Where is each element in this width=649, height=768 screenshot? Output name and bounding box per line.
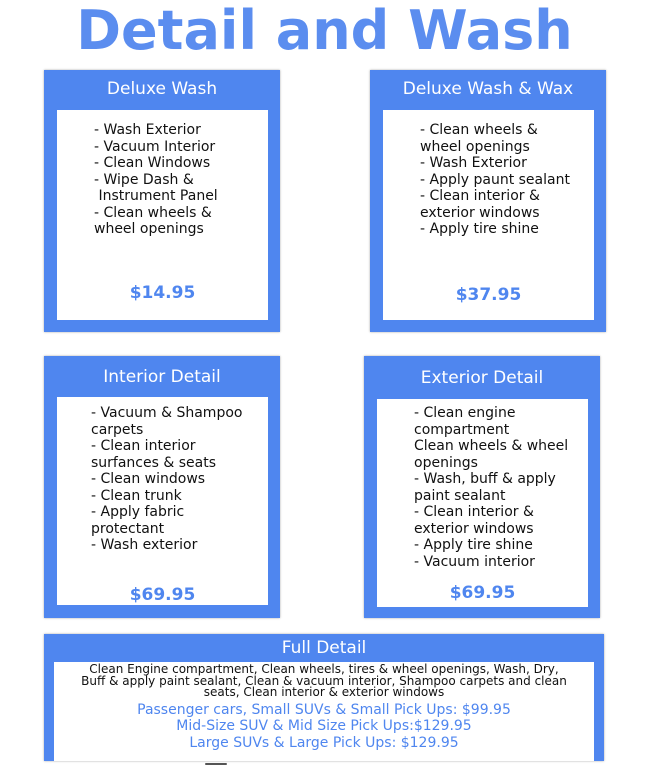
list-item: - Clean wheels & bbox=[94, 204, 212, 221]
package-content bbox=[57, 397, 268, 605]
package-title: Exterior Detail bbox=[420, 368, 544, 388]
description-line: Clean Engine compartment, Clean wheels, tires & wheel openings, Wash, Dry, bbox=[89, 662, 559, 676]
description-line: Buff & apply paint sealant, Clean & vacuum interior, Shampoo carpets and clean bbox=[81, 673, 567, 688]
list-item: - Wipe Dash & bbox=[94, 171, 194, 188]
list-item: exterior windows bbox=[414, 520, 534, 537]
list-item: wheel openings bbox=[420, 138, 530, 155]
package-card-interior-detail bbox=[44, 356, 280, 618]
list-item: - Wash Exterior bbox=[420, 155, 527, 171]
package-content bbox=[377, 399, 588, 607]
list-item: compartment bbox=[414, 421, 510, 438]
list-item: - Clean interior & bbox=[414, 504, 534, 520]
list-item: - Apply tire shine bbox=[414, 537, 533, 553]
list-item: openings bbox=[414, 454, 478, 471]
list-item: - Wash, buff & apply bbox=[414, 471, 556, 487]
list-item: - Apply tire shine bbox=[420, 221, 539, 237]
list-item: - Clean windows bbox=[91, 471, 206, 487]
feature-list bbox=[91, 405, 268, 554]
feature-list bbox=[414, 405, 588, 570]
package-card-full-detail bbox=[44, 634, 604, 761]
full-detail-description bbox=[54, 662, 594, 699]
package-card-deluxe-wash-wax bbox=[370, 70, 606, 332]
feature-list bbox=[94, 122, 268, 238]
list-item: surfances & seats bbox=[91, 454, 216, 471]
list-item: - Vacuum interior bbox=[414, 553, 535, 570]
description-line: seats, Clean interior & exterior windows bbox=[203, 685, 445, 699]
package-price: $37.95 bbox=[455, 285, 522, 305]
list-item: exterior windows bbox=[420, 204, 540, 221]
list-item: - Wash Exterior bbox=[94, 122, 201, 138]
list-item: - Apply fabric bbox=[91, 504, 185, 520]
package-card-deluxe-wash bbox=[44, 70, 280, 332]
package-content bbox=[383, 110, 594, 320]
package-title: Deluxe Wash & Wax bbox=[402, 79, 574, 99]
package-price: $69.95 bbox=[129, 585, 196, 605]
list-item: - Clean engine bbox=[414, 405, 516, 421]
price-line: Passenger cars, Small SUVs & Small Pick Ups: $99.95 bbox=[137, 701, 511, 718]
page-title: Detail and Wash bbox=[76, 0, 573, 62]
list-item: wheel openings bbox=[94, 221, 204, 237]
package-price: $69.95 bbox=[449, 583, 516, 603]
package-content bbox=[57, 110, 268, 320]
package-title: Full Detail bbox=[281, 638, 367, 658]
list-item: Instrument Panel bbox=[94, 188, 218, 204]
feature-list bbox=[420, 122, 594, 238]
list-item: - Clean wheels & bbox=[420, 122, 538, 138]
list-item: - Clean interior bbox=[91, 438, 196, 454]
list-item: protectant bbox=[91, 520, 165, 537]
list-item: - Apply paunt sealant bbox=[420, 171, 570, 188]
package-title: Deluxe Wash bbox=[106, 79, 218, 99]
decorative-mark bbox=[205, 763, 227, 765]
package-content bbox=[54, 662, 594, 761]
list-item: - Clean Windows bbox=[94, 155, 211, 171]
list-item: Clean wheels & wheel bbox=[414, 438, 569, 454]
list-item: - Clean trunk bbox=[91, 487, 182, 504]
list-item: - Vacuum & Shampoo bbox=[91, 405, 243, 421]
list-item: paint sealant bbox=[414, 487, 506, 504]
package-price: $14.95 bbox=[129, 283, 196, 303]
list-item: - Clean interior & bbox=[420, 188, 540, 204]
package-card-exterior-detail bbox=[364, 356, 600, 618]
list-item: carpets bbox=[91, 421, 144, 438]
package-title: Interior Detail bbox=[103, 367, 221, 387]
list-item: - Vacuum Interior bbox=[94, 138, 216, 155]
full-detail-prices bbox=[54, 702, 594, 752]
price-line: Mid-Size SUV & Mid Size Pick Ups:$129.95 bbox=[176, 718, 472, 734]
list-item: - Wash exterior bbox=[91, 537, 198, 553]
price-line: Large SUVs & Large Pick Ups: $129.95 bbox=[189, 734, 459, 751]
